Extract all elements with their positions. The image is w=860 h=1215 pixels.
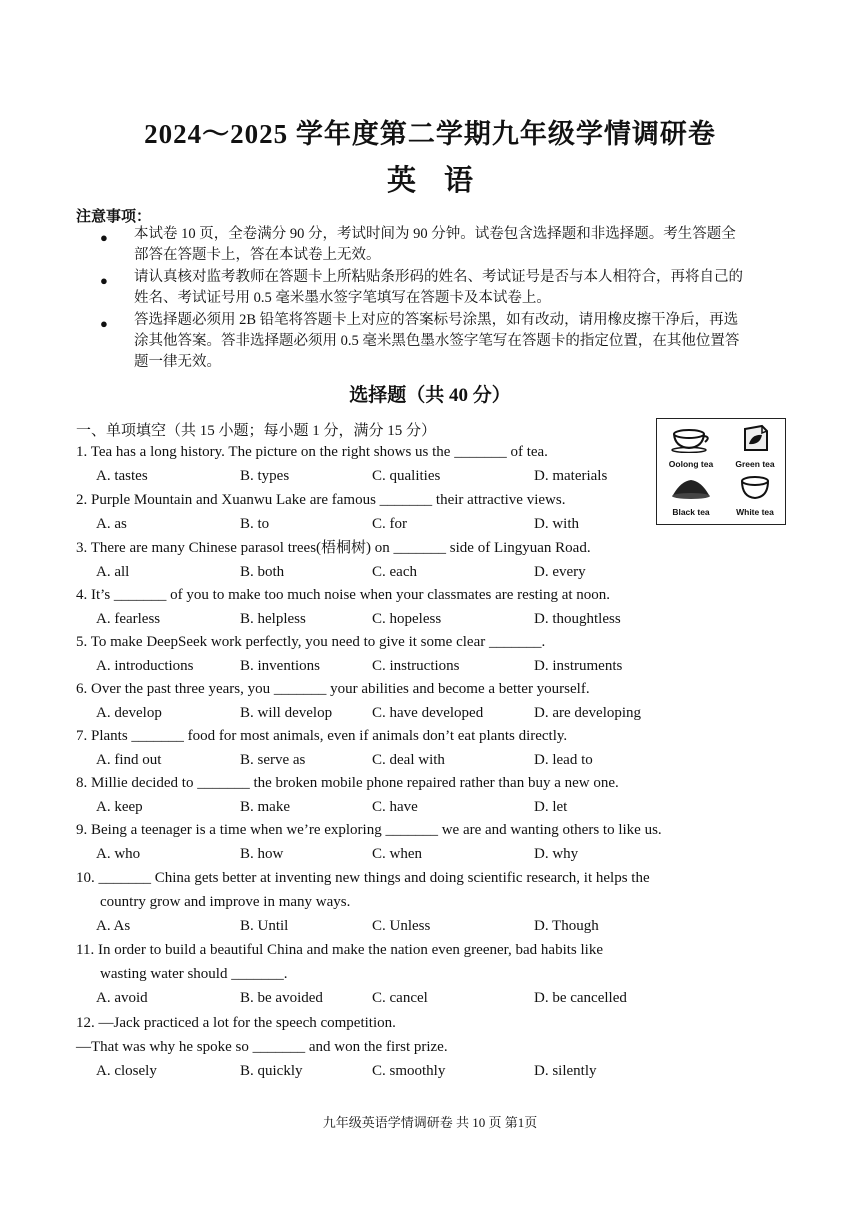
options: A. find out B. serve as C. deal with D. lead to bbox=[96, 752, 593, 768]
tea-leaves-icon bbox=[669, 475, 713, 501]
options: A. introductions B. inventions C. instructions D. instruments bbox=[96, 658, 623, 674]
bullet-icon: ● bbox=[100, 230, 108, 245]
tea-picture bbox=[656, 418, 786, 525]
tea-cell-oolong: Oolong tea bbox=[659, 425, 723, 469]
options: A. tastes B. types C. qualities D. materials bbox=[96, 468, 608, 484]
tea-bowl-icon bbox=[737, 473, 773, 501]
options: A. who B. how C. when D. why bbox=[96, 846, 579, 862]
question-4: 4. It’s _______ of you to make too much noise when your classmates are resting at noon. A. fearless B. helpless C. hopeless D. thoughtless bbox=[76, 583, 610, 631]
options: A. all B. both C. each D. every bbox=[96, 564, 586, 580]
bullet-icon: ● bbox=[100, 316, 108, 331]
question-5: 5. To make DeepSeek work perfectly, you need to give it some clear _______. A. introductions B. inventions C. instructions D. instruments bbox=[76, 630, 545, 678]
subject-title: 英语 bbox=[386, 165, 501, 197]
options: A. As B. Until C. Unless D. Though bbox=[96, 918, 599, 934]
options: A. fearless B. helpless C. hopeless D. thoughtless bbox=[96, 611, 621, 627]
part-heading: 一、单项填空（共 15 小题；每小题 1 分，满分 15 分） bbox=[76, 423, 437, 439]
bullet-icon: ● bbox=[100, 273, 108, 288]
question-11: 11. In order to build a beautiful China and make the nation even greener, bad habits like wasting water should _______. A. avoid B. be avoided C. cancel D. be cancelled bbox=[76, 938, 603, 1010]
tea-cell-green: Green tea bbox=[723, 423, 787, 469]
options: A. develop B. will develop C. have developed D. are developing bbox=[96, 705, 642, 721]
section-title: 选择题（共 40 分） bbox=[349, 385, 511, 406]
question-9: 9. Being a teenager is a time when we’re exploring _______ we are and wanting others to like us. A. who B. how C. when D. why bbox=[76, 818, 662, 866]
tea-cell-white: White tea bbox=[723, 473, 787, 517]
question-1: 1. Tea has a long history. The picture on the right shows us the _______ of tea. A. tastes B. types C. qualities D. materials bbox=[76, 440, 548, 488]
question-12: 12. —Jack practiced a lot for the speech competition. —That was why he spoke so _______ and won the first prize. A. closely B. quickly C. smoothly D. silently bbox=[76, 1011, 448, 1083]
question-6: 6. Over the past three years, you _______ your abilities and become a better yourself. A. develop B. will develop C. have developed D. are developing bbox=[76, 677, 590, 725]
paper-title: 2024～2025 学年度第二学期九年级学情调研卷 bbox=[144, 119, 716, 149]
teacup-icon bbox=[669, 425, 713, 453]
options: A. avoid B. be avoided C. cancel D. be cancelled bbox=[96, 990, 627, 1006]
options: A. keep B. make C. have D. let bbox=[96, 799, 568, 815]
question-3: 3. There are many Chinese parasol trees(梧桐树) on _______ side of Lingyuan Road. A. all B. both C. each D. every bbox=[76, 536, 591, 584]
notice-item: ● 答选择题必须用 2B 铅笔将答题卡上对应的答案标号涂黑，如有改动，请用橡皮擦干净后，再选涂其他答案。答非选择题必须用 0.5 毫米黑色墨水签字笔写在答题卡的指定位置，在其他位置答题一律无效。 bbox=[100, 312, 740, 370]
page-footer: 九年级英语学情调研卷 共 10 页 第1页 bbox=[322, 1115, 538, 1130]
question-2: 2. Purple Mountain and Xuanwu Lake are famous _______ their attractive views. A. as B. to C. for D. with bbox=[76, 488, 565, 536]
tea-cell-black: Black tea bbox=[659, 475, 723, 517]
options: A. as B. to C. for D. with bbox=[96, 516, 579, 532]
question-8: 8. Millie decided to _______ the broken mobile phone repaired rather than buy a new one. A. keep B. make C. have D. let bbox=[76, 771, 619, 819]
options: A. closely B. quickly C. smoothly D. silently bbox=[96, 1063, 597, 1079]
notice-list bbox=[96, 224, 746, 374]
notice-item: ● 本试卷 10 页，全卷满分 90 分，考试时间为 90 分钟。试卷包含选择题和非选择题。考生答题全部答在答题卡上，答在本试卷上无效。 bbox=[100, 226, 736, 263]
notice-item: ● 请认真核对监考教师在答题卡上所粘贴条形码的姓名、考试证号是否与本人相符合，再将自己的姓名、考试证号用 0.5 毫米墨水签字笔填写在答题卡及本试卷上。 bbox=[100, 269, 743, 306]
question-7: 7. Plants _______ food for most animals, even if animals don’t eat plants directly. A. find out B. serve as C. deal with D. lead to bbox=[76, 724, 567, 772]
tea-package-icon bbox=[738, 423, 772, 453]
notice-heading: 注意事项： bbox=[76, 209, 152, 225]
question-10: 10. _______ China gets better at inventing new things and doing scientific research, it helps the country grow and improve in many ways. A. As B. Until C. Unless D. Though bbox=[76, 866, 650, 938]
